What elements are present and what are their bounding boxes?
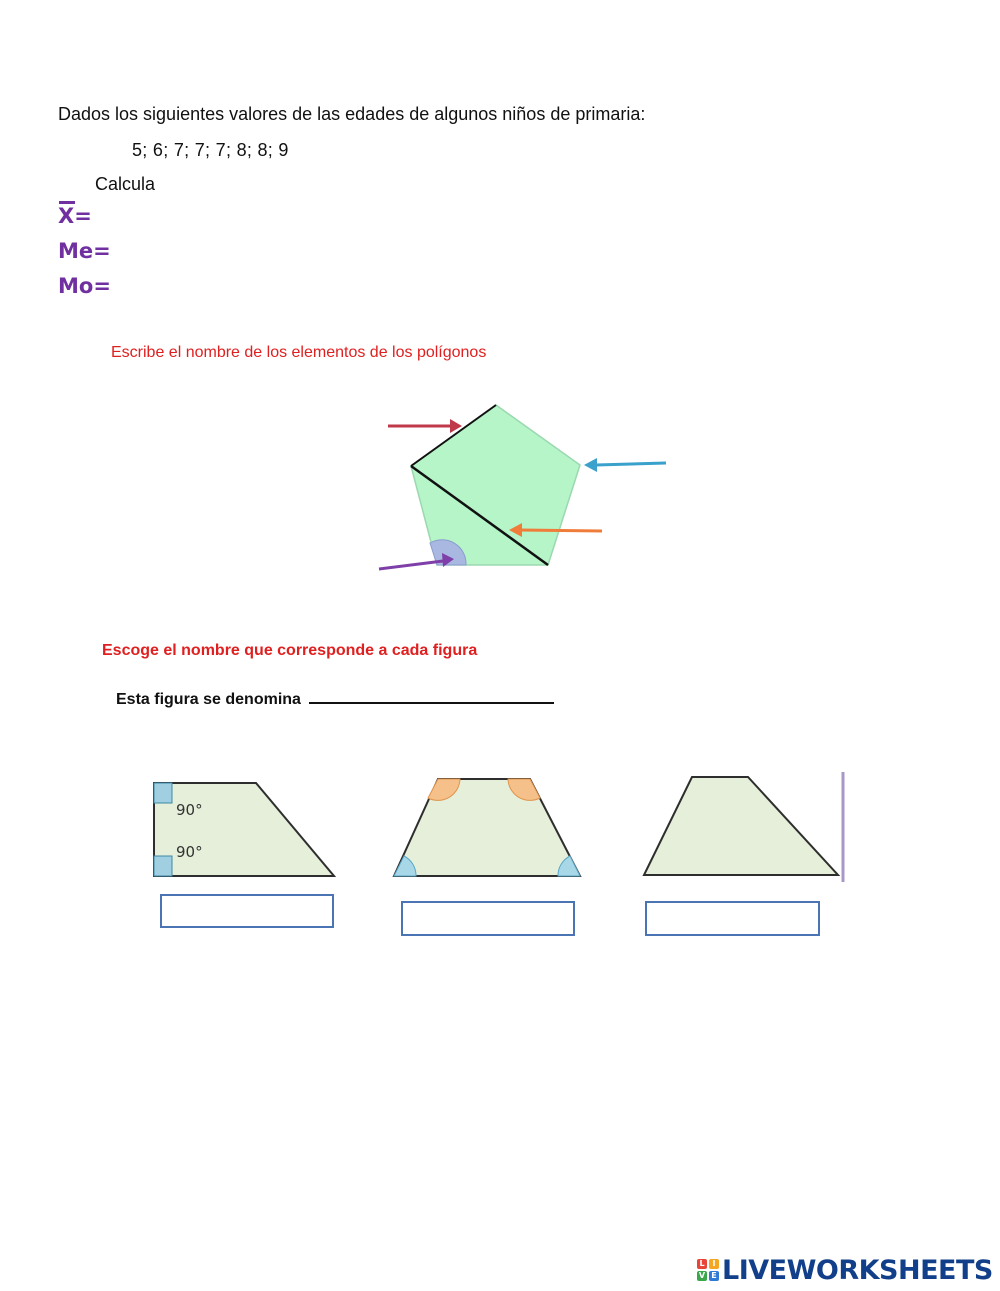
- mean-label: [58, 204, 92, 228]
- logo-letter: V: [698, 1271, 706, 1280]
- right-angle-mark: [154, 856, 172, 876]
- logo-letter: I: [709, 1259, 719, 1269]
- scalene-trapezoid-figure: [638, 770, 850, 884]
- median-label: Me=: [58, 239, 111, 263]
- ages-values: 5; 6; 7; 7; 7; 8; 8; 9: [132, 140, 289, 160]
- logo-letter: L: [697, 1259, 707, 1269]
- liveworksheets-logo: [697, 1255, 993, 1285]
- mean-symbol: X: [58, 204, 75, 228]
- calcula-label: Calcula: [95, 174, 156, 194]
- answer-box-right-trapezoid[interactable]: [160, 894, 334, 928]
- section-choose-name-title: Escoge el nombre que corresponde a cada figura: [102, 642, 478, 659]
- logo-grid-icon: [697, 1259, 719, 1281]
- figure-question: [116, 688, 554, 709]
- mean-equals: =: [74, 204, 92, 228]
- section-polygon-elements-title: Escribe el nombre de los elementos de los polígonos: [111, 344, 487, 361]
- right-trapezoid-figure: [148, 775, 343, 883]
- right-angle-mark: [154, 783, 172, 803]
- logo-letter: E: [709, 1271, 719, 1281]
- answer-box-isosceles-trapezoid[interactable]: [401, 901, 575, 936]
- answer-blank-line: [309, 688, 554, 704]
- angle-label-top: 90°: [176, 801, 203, 819]
- logo-text: LIVEWORKSHEETS: [722, 1254, 993, 1286]
- mode-label: Mo=: [58, 274, 111, 298]
- isosceles-trapezoid-figure: [388, 772, 588, 882]
- answer-box-scalene-trapezoid[interactable]: [645, 901, 820, 936]
- intro-text: Dados los siguientes valores de las edades de algunos niños de primaria:: [58, 104, 646, 124]
- arrow-icon: [584, 458, 666, 472]
- angle-label-bottom: 90°: [176, 843, 203, 861]
- pentagon-figure: [370, 395, 680, 585]
- figure-question-text: Esta figura se denomina: [116, 691, 301, 708]
